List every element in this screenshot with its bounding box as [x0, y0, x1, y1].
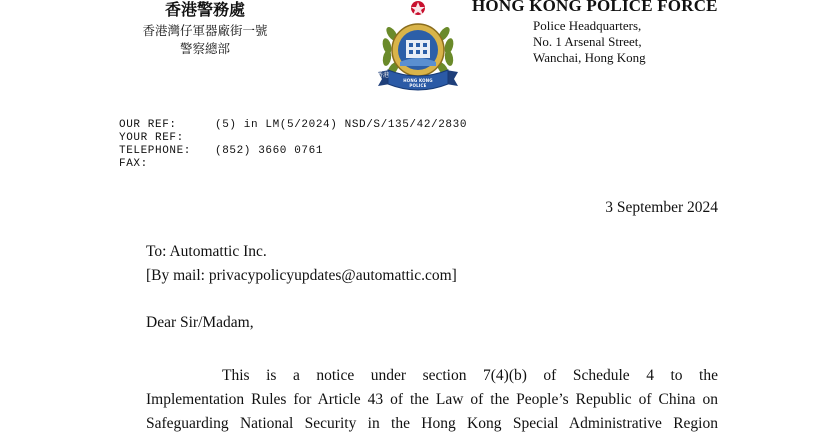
our-ref-label: OUR REF:: [119, 119, 177, 131]
address-line-3: Wanchai, Hong Kong: [533, 50, 646, 65]
telephone-value: (852) 3660 0761: [215, 145, 324, 157]
emblem-banner-text: HONG KONG POLICE: [403, 78, 433, 88]
address-line-1: Police Headquarters,: [533, 18, 642, 33]
our-ref-value: (5) in LM(5/2024) NSD/S/135/42/2830: [215, 119, 468, 131]
bauhinia-icon: [411, 1, 425, 15]
address-line-2: No. 1 Arsenal Street,: [533, 34, 642, 49]
body-line-3: Safeguarding National Security in the Hong Kong Special Administrative Region: [146, 415, 718, 432]
recipient-to-line: To: Automattic Inc.: [146, 243, 267, 260]
letter-date: 3 September 2024: [605, 199, 718, 216]
recipient-mail-line: [By mail: privacypolicyupdates@automattic.com]: [146, 267, 457, 284]
your-ref-label: YOUR REF:: [119, 132, 184, 144]
chinese-address-line-1: 香港灣仔軍器廠街一號: [142, 23, 268, 38]
english-department-title: HONG KONG POLICE FORCE: [472, 0, 718, 15]
police-emblem-icon: [368, 0, 468, 100]
body-line-1: This is a notice under section 7(4)(b) of Schedule 4 to the: [222, 367, 718, 384]
emblem-chinese-text: 香港: [376, 72, 389, 79]
telephone-label: TELEPHONE:: [119, 145, 192, 157]
chinese-address-line-2: 警察總部: [179, 41, 230, 56]
fax-label: FAX:: [119, 158, 148, 170]
chinese-department-title: 香港警務處: [164, 0, 245, 19]
salutation: Dear Sir/Madam,: [146, 314, 254, 331]
body-line-2: Implementation Rules for Article 43 of the Law of the People’s Republic of China on: [146, 391, 718, 408]
